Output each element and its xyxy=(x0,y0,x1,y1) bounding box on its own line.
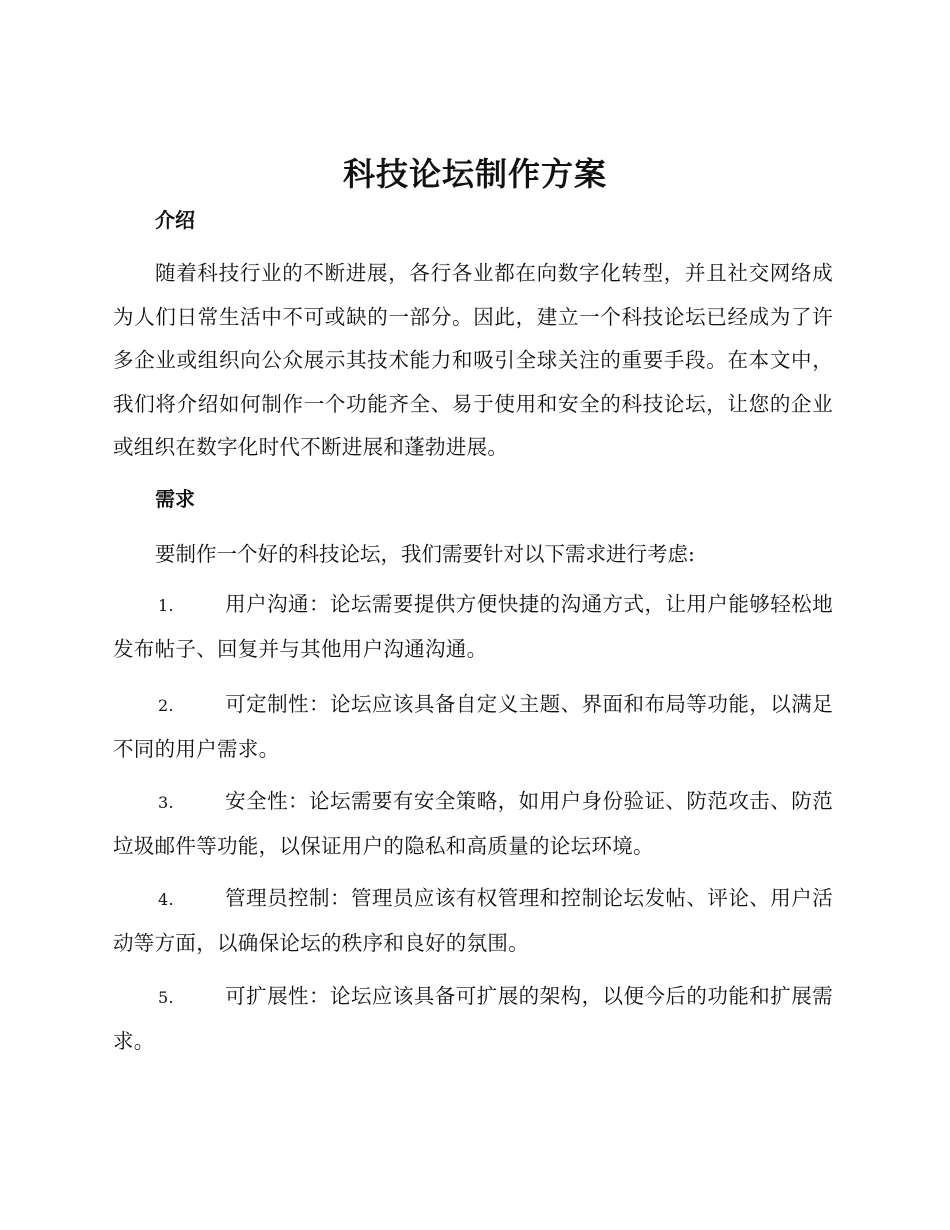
list-item-text: 用户沟通：论坛需要提供方便快捷的沟通方式，让用户能够轻松地发布帖子、回复并与其他用户沟通沟通。 xyxy=(113,592,833,661)
list-item-text: 安全性：论坛需要有安全策略，如用户身份验证、防范攻击、防范垃圾邮件等功能，以保证用户的隐私和高质量的论坛环境。 xyxy=(113,789,833,858)
list-item-text: 管理员控制：管理员应该有权管理和控制论坛发帖、评论、用户活动等方面，以确保论坛的秩序和良好的氛围。 xyxy=(113,886,833,955)
document-title: 科技论坛制作方案 xyxy=(342,155,607,193)
list-item-text: 可定制性：论坛应该具备自定义主题、界面和布局等功能，以满足不同的用户需求。 xyxy=(113,692,833,761)
list-item xyxy=(113,683,833,771)
list-item-number: 5. xyxy=(158,988,174,1007)
list-item xyxy=(113,877,833,965)
list-item xyxy=(113,780,833,868)
list-item xyxy=(113,583,833,671)
requirements-lead: 要制作一个好的科技论坛，我们需要针对以下需求进行考虑: xyxy=(155,542,695,566)
list-item-text: 可扩展性：论坛应该具备可扩展的架构，以便今后的功能和扩展需求。 xyxy=(113,984,833,1053)
list-item-number: 4. xyxy=(158,890,174,909)
intro-paragraph: 随着科技行业的不断进展，各行各业都在向数字化转型，并且社交网络成为人们日常生活中不可或缺的一部分。因此，建立一个科技论坛已经成为了许多企业或组织向公众展示其技术能力和吸引全球关注的重要手段。在本文中，我们将介绍如何制作一个功能齐全、易于使用和安全的科技论坛，让您的企业或组织在数字化时代不断进展和蓬勃进展。 xyxy=(113,261,833,459)
list-item xyxy=(113,975,833,1063)
list-item-number: 2. xyxy=(158,696,174,715)
list-item-number: 1. xyxy=(158,596,174,615)
section-heading-intro: 介绍 xyxy=(155,208,195,232)
section-heading-requirements: 需求 xyxy=(155,487,195,511)
list-item-number: 3. xyxy=(158,793,174,812)
